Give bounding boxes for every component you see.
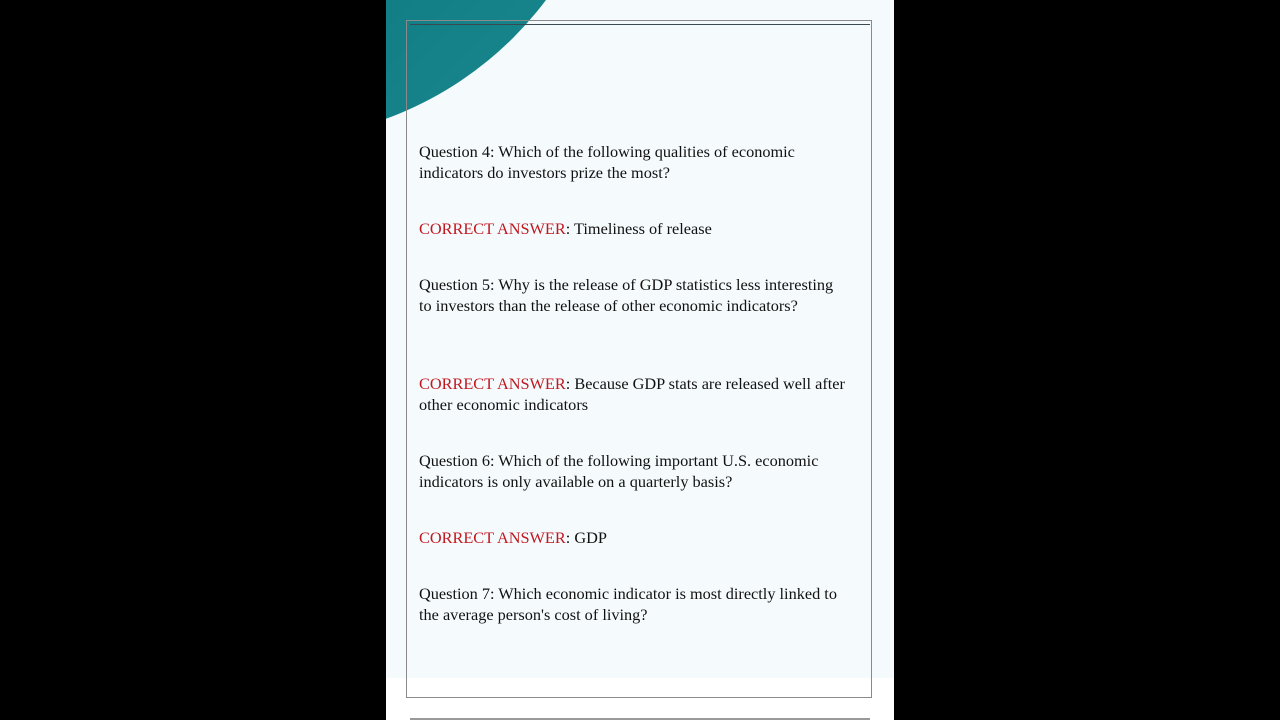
question-6: Question 6: Which of the following important U.S. economic indicators is only available on a quarterly basis? <box>419 451 819 491</box>
answer-5 <box>419 373 849 415</box>
correct-answer-label: CORRECT ANSWER <box>419 219 566 238</box>
top-rule-divider <box>410 24 870 25</box>
answer-separator: : <box>565 528 575 547</box>
answer-6 <box>419 527 849 548</box>
answer-text: Because GDP stats are released well after other economic indicators <box>419 374 845 414</box>
answer-text: GDP <box>574 528 607 547</box>
question-4: Question 4: Which of the following qualities of economic indicators do investors prize the most? <box>419 142 795 182</box>
answer-4 <box>419 218 849 239</box>
correct-answer-label: CORRECT ANSWER <box>419 374 566 393</box>
question-7: Question 7: Which economic indicator is most directly linked to the average person's cost of living? <box>419 584 837 624</box>
answer-separator: : <box>565 374 575 393</box>
correct-answer-label: CORRECT ANSWER <box>419 528 566 547</box>
question-5: Question 5: Why is the release of GDP statistics less interesting to investors than the release of other economic indicators? <box>419 275 834 315</box>
answer-text: Timeliness of release <box>574 219 712 238</box>
answer-separator: : <box>565 219 575 238</box>
document-page <box>386 0 894 720</box>
